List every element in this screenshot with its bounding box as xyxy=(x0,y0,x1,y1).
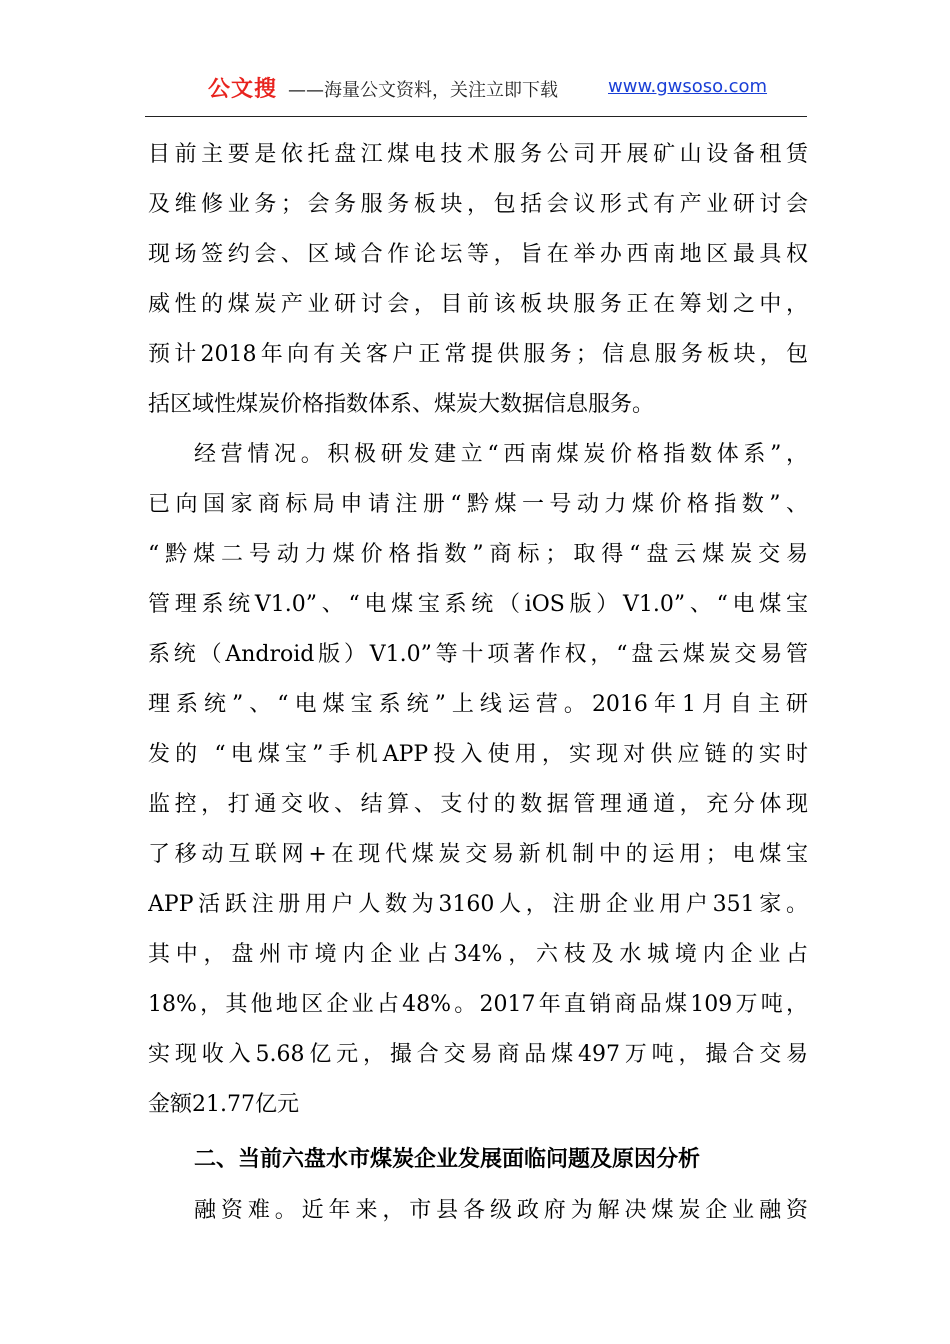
text-line: 及维修业务；会务服务板块，包括会议形式有产业研讨会 xyxy=(148,192,808,217)
text-line: 理系统”、“电煤宝系统”上线运营。2016年1月自主研 xyxy=(148,692,808,717)
paragraph-operations xyxy=(148,430,808,1130)
text-line: 经营情况。积极研发建立“西南煤炭价格指数体系”， xyxy=(194,442,808,467)
text-line: 已向国家商标局申请注册“黔煤一号动力煤价格指数”、 xyxy=(148,492,808,517)
text-line: 融资难。近年来，市县各级政府为解决煤炭企业融资 xyxy=(194,1198,808,1223)
text-line: 监控，打通交收、结算、支付的数据管理通道，充分体现 xyxy=(148,792,808,817)
text-line: 发的 “电煤宝”手机APP投入使用，实现对供应链的实时 xyxy=(148,742,808,767)
text-line: 实现收入5.68亿元，撮合交易商品煤497万吨，撮合交易 xyxy=(148,1042,808,1067)
paragraph-financing xyxy=(148,1186,808,1236)
section-heading: 二、当前六盘水市煤炭企业发展面临问题及原因分析 xyxy=(194,1147,701,1172)
text-line: 其中，盘州市境内企业占34%，六枝及水城境内企业占 xyxy=(148,942,808,967)
text-line: 管理系统V1.0”、“电煤宝系统（iOS版）V1.0”、“电煤宝 xyxy=(148,592,808,617)
header-tagline: ——海量公文资料，关注立即下载 xyxy=(288,80,558,101)
text-line: 括区域性煤炭价格指数体系、煤炭大数据信息服务。 xyxy=(148,392,655,417)
text-line: APP活跃注册用户人数为3160人，注册企业用户351家。 xyxy=(148,892,808,917)
page-header xyxy=(150,70,810,106)
brand-logo-text: 公文搜 xyxy=(208,77,278,102)
text-line: 现场签约会、区域合作论坛等，旨在举办西南地区最具权 xyxy=(148,242,808,267)
text-line: 目前主要是依托盘江煤电技术服务公司开展矿山设备租赁 xyxy=(148,142,808,167)
header-divider xyxy=(145,116,807,117)
paragraph-services xyxy=(148,130,808,430)
document-body xyxy=(148,130,808,1236)
text-line: 系统（Android版）V1.0”等十项著作权，“盘云煤炭交易管 xyxy=(148,642,808,667)
text-line: 预计2018年向有关客户正常提供服务；信息服务板块，包 xyxy=(148,342,808,367)
text-line: 18%，其他地区企业占48%。2017年直销商品煤109万吨， xyxy=(148,992,808,1017)
website-link[interactable]: www.gwsoso.com xyxy=(608,76,768,97)
text-line: 了移动互联网+在现代煤炭交易新机制中的运用；电煤宝 xyxy=(148,842,808,867)
text-line: 金额21.77亿元 xyxy=(148,1092,299,1117)
text-line: 威性的煤炭产业研讨会，目前该板块服务正在筹划之中， xyxy=(148,292,808,317)
text-line: “黔煤二号动力煤价格指数”商标；取得“盘云煤炭交易 xyxy=(148,542,808,567)
